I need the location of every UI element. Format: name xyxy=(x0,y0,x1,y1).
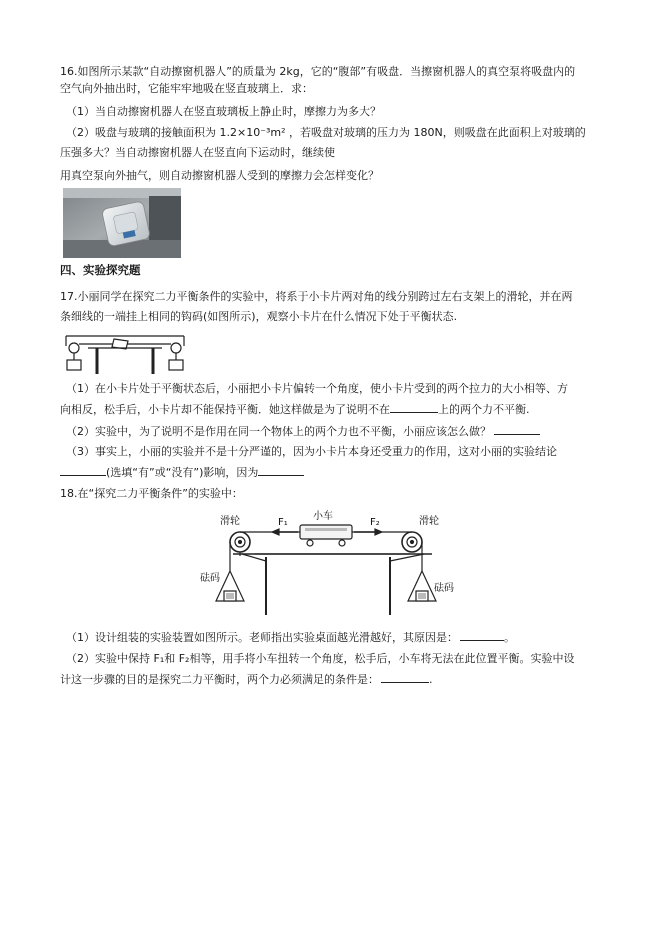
q16-line2: 空气向外抽出时，它能牢牢地吸在竖直玻璃上．求： xyxy=(60,82,313,95)
label-left-pulley: 滑轮 xyxy=(220,516,240,527)
q18-sub2-line2 xyxy=(60,671,605,688)
q18-sub1-end: 。 xyxy=(504,631,515,644)
card-pulley-diagram xyxy=(62,330,188,376)
answer-blank[interactable] xyxy=(258,464,304,476)
window-robot-photo xyxy=(63,188,181,258)
cart-pulley-diagram xyxy=(200,505,462,617)
q16-sub1: （1）当自动擦窗机器人在竖直玻璃板上静止时，摩擦力为多大？ xyxy=(66,105,381,118)
q18-line1: 18.在“探究二力平衡条件”的实验中： xyxy=(60,487,243,500)
answer-blank[interactable] xyxy=(494,423,540,435)
q18-sub2-end: . xyxy=(429,673,433,686)
q17-sub3a: （3）事实上，小丽的实验并不是十分严谨的，因为小卡片本身还受重力的作用，这对小丽的实验结论 xyxy=(66,445,557,458)
q16-line1: 16.如图所示某款“自动擦窗机器人”的质量为 2kg，它的“腹部”有吸盘．当擦窗机器人的真空泵将吸盘内的 xyxy=(60,65,576,78)
q16-sub2: （2）吸盘与玻璃的接触面积为 1.2×10⁻³m² ，若吸盘对玻璃的压力为 180N，则吸盘在此面积上对玻璃的 xyxy=(66,126,586,139)
q17-sub1a: （1）在小卡片处于平衡状态后，小丽把小卡片偏转一个角度，使小卡片受到的两个拉力的大小相等、方 xyxy=(66,382,568,395)
q17-line2: 条细线的一端挂上相同的钩码(如图所示)，观察小卡片在什么情况下处于平衡状态. xyxy=(60,310,458,323)
q16-sub2c: 用真空泵向外抽气，则自动擦窗机器人受到的摩擦力会怎样变化？ xyxy=(60,169,379,182)
q17-line1: 17.小丽同学在探究二力平衡条件的实验中，将系于小卡片两对角的线分别跨过左右支架上的滑轮，并在两 xyxy=(60,290,573,303)
q18-sub1-line xyxy=(66,629,611,646)
answer-blank[interactable] xyxy=(381,671,429,683)
q17-sub3b: (选填“有”或“没有”)影响，因为 xyxy=(106,466,259,479)
q18-sub2a: （2）实验中保持 F₁和 F₂相等，用手将小车扭转一个角度，松手后，小车将无法在此位置平衡。实验中设 xyxy=(66,652,575,665)
q17-sub2-line xyxy=(66,423,611,440)
section-title: 四、实验探究题 xyxy=(60,263,141,277)
q16-sub2b: 压强多大？当自动擦窗机器人在竖直向下运动时，继续使 xyxy=(60,146,335,159)
label-f1: F₁ xyxy=(278,517,288,528)
label-right-weight: 砝码 xyxy=(434,583,454,594)
q17-sub2: （2）实验中，为了说明不是作用在同一个物体上的两个力也不平衡，小丽应该怎么做？ xyxy=(66,425,491,438)
q18-sub2b: 计这一步骤的目的是探究二力平衡时，两个力必须满足的条件是： xyxy=(60,673,379,686)
label-right-pulley: 滑轮 xyxy=(419,516,439,527)
answer-blank[interactable] xyxy=(60,464,106,476)
answer-blank[interactable] xyxy=(460,629,504,641)
label-f2: F₂ xyxy=(370,517,380,528)
q17-sub3-line2 xyxy=(60,464,605,481)
answer-blank[interactable] xyxy=(390,401,438,413)
q18-sub1: （1）设计组装的实验装置如图所示。老师指出实验桌面越光滑越好，其原因是： xyxy=(66,631,458,644)
q17-sub1c: 上的两个力不平衡. xyxy=(438,403,530,416)
label-left-weight: 砝码 xyxy=(200,573,220,584)
q17-sub1b: 向相反，松手后，小卡片却不能保持平衡．她这样做是为了说明不在 xyxy=(60,403,390,416)
q17-sub1-line2 xyxy=(60,401,605,418)
label-cart: 小车 xyxy=(313,511,333,522)
